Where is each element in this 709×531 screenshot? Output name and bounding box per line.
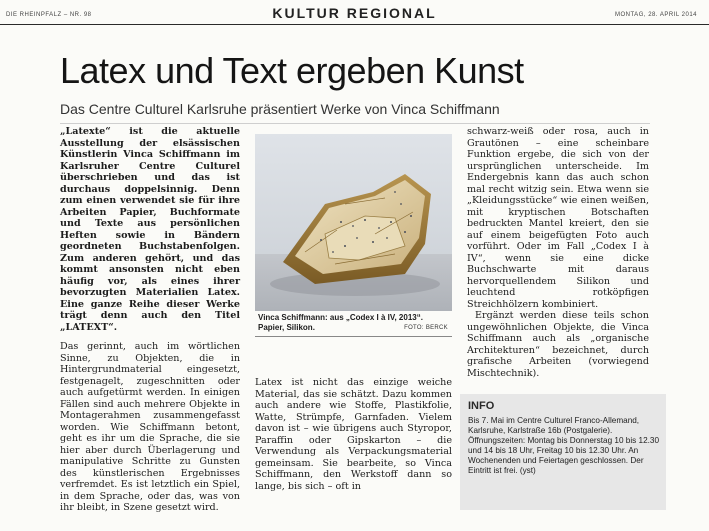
info-title: INFO [468,400,495,412]
article-paragraph: Latex ist nicht das einzige weiche Material, das sie schätzt. Dazu kommen auch andere wie Stoffe, Plastikfolie, Watte, Strümpfe, Garnfaden. Vielem davon ist – wie übrigens auch Styropor, Paraffin oder Gipskarton – die Verwendung als Verpackungsmaterial gemeinsam. Sie bearbeite, so Vinca Schiffmann, den Werkstoff dann so lange, bis sich – oft in [255,377,452,492]
article-subheadline: Das Centre Culturel Karlsruhe präsentiert Werke von Vinca Schiffmann [60,101,500,117]
article-column-1 [60,126,240,514]
photo-credit: FOTO: BERCK [404,325,448,331]
article-paragraph: schwarz-weiß oder rosa, auch in Grautönen – eine scheinbare Funktion ergebe, die sich von der ursprünglichen unterscheide. Im Endergebnis kann das auch schon mal recht witzig sein. Etwa wenn sie „Kleidungsstücke“ wie einen weißen, mit kryptischen Botschaften bedruckten Mantel kreiert, den sie auf einem beigefügten Foto auch vorführt. Oder im Fall „Codex I à IV“, wenn sie eine dicke Buchschwarte mit daraus hervorquellendem Silikon und leuchtend rotköpfigen Streichhölzern kombiniert. [467,126,649,310]
caption-divider [255,336,452,337]
artwork-photo [255,134,452,311]
artwork-illustration [255,134,452,311]
article-headline: Latex und Text ergeben Kunst [60,50,524,91]
article-column-2 [255,377,452,492]
masthead-bar [0,0,709,25]
caption-text: Vinca Schiffmann: aus „Codex I à IV, 2013“. Papier, Silikon. [258,313,423,332]
article-paragraph: Ergänzt werden diese teils schon ungewöhnlichen Objekte, die Vinca Schiffmann auch als „organische Architekturen“ bezeichnet, durch grafische Arbeiten (vorwiegend Mischtechnik). [467,310,649,379]
masthead-date: MONTAG, 28. APRIL 2014 [614,12,697,18]
headline-divider [60,123,650,124]
section-title: KULTUR REGIONAL [272,5,437,21]
photo-caption [258,313,448,333]
article-lead: „Latexte“ ist die aktuelle Ausstellung der elsässischen Künstlerin Vinca Schiffmann im Karlsruher Centre Culturel überschrieben und das ist durchaus doppelsinnig. Denn zum einen verwendet sie für ihre Arbeiten Papier, Buchformate und Texte aus persönlichen Heften sowie in Bändern geordneten Buchstabenfolgen. Zum anderen gehört, und das kommt ansonsten nicht eben häufig vor, als eines ihrer bevorzugten Materialien Latex. Eine ganze Reihe dieser Werke trägt denn auch den Titel „LATEXT“. [60,126,240,333]
info-text: Bis 7. Mai im Centre Culturel Franco-Allemand, Karlsruhe, Karlstraße 16b (Postgalerie). Öffnungszeiten: Montag bis Donnerstag 10 bis 12.30 und 14 bis 18 Uhr, Freitag 10 bis 12.30 Uhr. An Wochenenden und Feiertagen geschlossen. Der Eintritt ist frei. (yst) [468,416,660,475]
article-column-3 [467,126,649,379]
article-paragraph: Das gerinnt, auch im wörtlichen Sinne, zu Objekten, die in Hintergrundmaterial eingesetzt, festgenagelt, zugeschnitten oder auch aufgetürmt werden. In einigen Fällen sind auch mehrere Objekte in Montagerahmen zusammengefasst worden. Wie Schiffmann betont, geht es ihr um die Sprache, die sie hier aber durch Überlagerung und manipulative Schritte zu Gunsten des künstlerischen Ergebnisses verfremdet. Es ist letztlich ein Spiel, in dem Sprache, oder das, was von ihr bleibt, in Szene gesetzt wird. [60,341,240,513]
masthead-newspaper: DIE RHEINPFALZ – NR. 98 [6,12,92,18]
